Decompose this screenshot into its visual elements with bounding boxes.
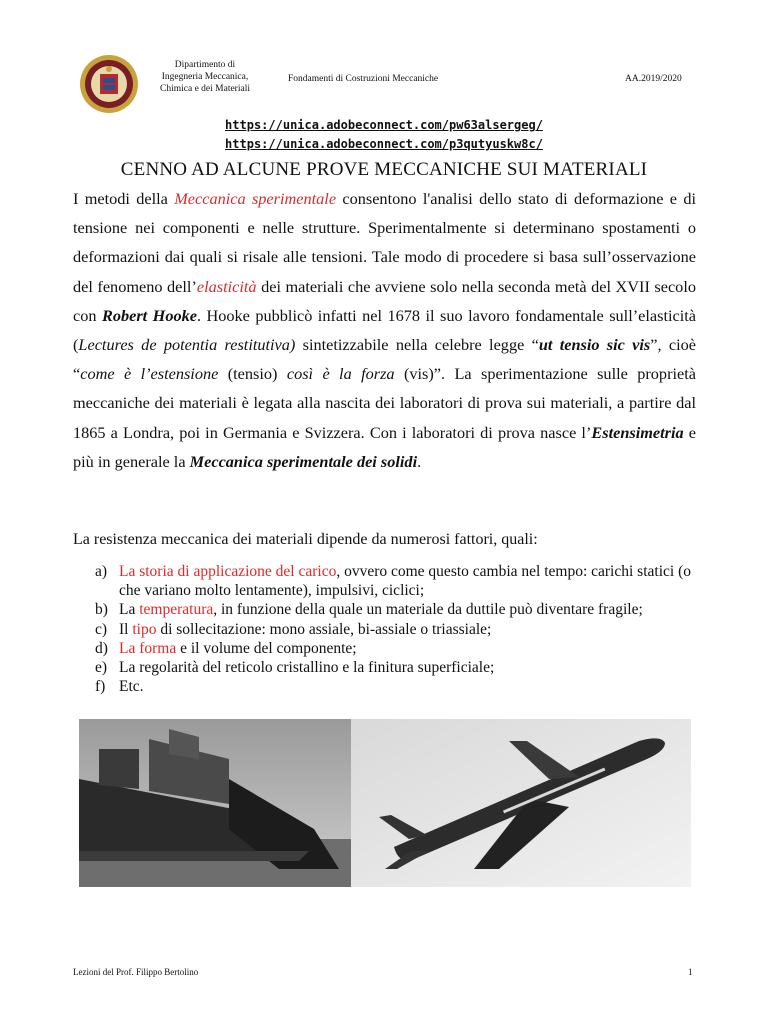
- footer-author: Lezioni del Prof. Filippo Bertolino: [73, 967, 199, 977]
- list-item: a) La storia di applicazione del carico, ovvero come questo cambia nel tempo: carichi statici (o che variano molto lentamente), impulsivi, ciclici;: [95, 563, 691, 600]
- photos-ship-and-airplane: [79, 719, 691, 887]
- term-meccanica-sperimentale: Meccanica sperimentale: [174, 189, 337, 208]
- broken-ship-photo: [79, 719, 351, 887]
- term-meccanica-solidi: Meccanica sperimentale dei solidi: [189, 451, 418, 471]
- list-item: d) La forma e il volume del componente;: [95, 639, 357, 657]
- adobe-connect-link-2[interactable]: https://unica.adobeconnect.com/p3qutyuskw8c/: [225, 137, 543, 151]
- hooke-law-latin: ut tensio sic vis: [538, 335, 651, 355]
- term-elasticita: elasticità: [196, 276, 257, 296]
- university-seal-logo: [79, 54, 139, 114]
- page-title: CENNO AD ALCUNE PROVE MECCANICHE SUI MATERIALI: [120, 159, 648, 180]
- list-item: f) Etc.: [95, 678, 144, 696]
- factors-intro: La resistenza meccanica dei materiali dipende da numerosi fattori, quali:: [73, 531, 538, 548]
- intro-paragraph: I metodi della Meccanica sperimentale consentono l'analisi dello stato di deformazione e di tensione nei componenti e nelle strutture. Sperimentalmente si determinano spostamenti o deformazioni dai quali si risale alle tensioni. Tale modo di procedere si basa sull’osservazione del fenomeno dell’elasticità dei materiali che avviene solo nella seconda metà del XVII secolo con Robert Hooke. Hooke pubblicò infatti nel 1678 il suo lavoro fondamentale sull’elasticità (Lectures de potentia restitutiva) sintetizzabile nella celebre legge “ut tensio sic vis”, cioè “come è l’estensione (tensio) così è la forza (vis)”. La sperimentazione sulle proprietà meccaniche dei materiali è legata alla nascita dei laboratori di prova sui materiali, a partire dal 1865 a Londra, poi in Germania e Svizzera. Con i laboratori di prova nasce l’Estensimetria e più in generale la Meccanica sperimentale dei solidi.: [73, 189, 697, 471]
- list-item: e) La regolarità del reticolo cristallino e la finitura superficiale;: [95, 659, 495, 677]
- department-name: Dipartimento di Ingegneria Meccanica, Chimica e dei Materiali: [160, 60, 250, 94]
- course-name: Fondamenti di Costruzioni Meccaniche: [288, 74, 439, 84]
- jet-airliner-photo: [351, 719, 691, 887]
- academic-year: AA.2019/2020: [625, 74, 682, 84]
- page-number: 1: [688, 967, 693, 977]
- term-estensimetria: Estensimetria: [591, 422, 684, 442]
- adobe-connect-link-1[interactable]: https://unica.adobeconnect.com/pw63alsergeg/: [225, 118, 543, 132]
- factors-list: [73, 562, 693, 696]
- name-robert-hooke: Robert Hooke: [101, 305, 197, 325]
- list-item: c) Il tipo di sollecitazione: mono assiale, bi-assiale o triassiale;: [95, 620, 492, 638]
- list-item: b) La temperatura, in funzione della quale un materiale da duttile può diventare fragile;: [95, 601, 643, 619]
